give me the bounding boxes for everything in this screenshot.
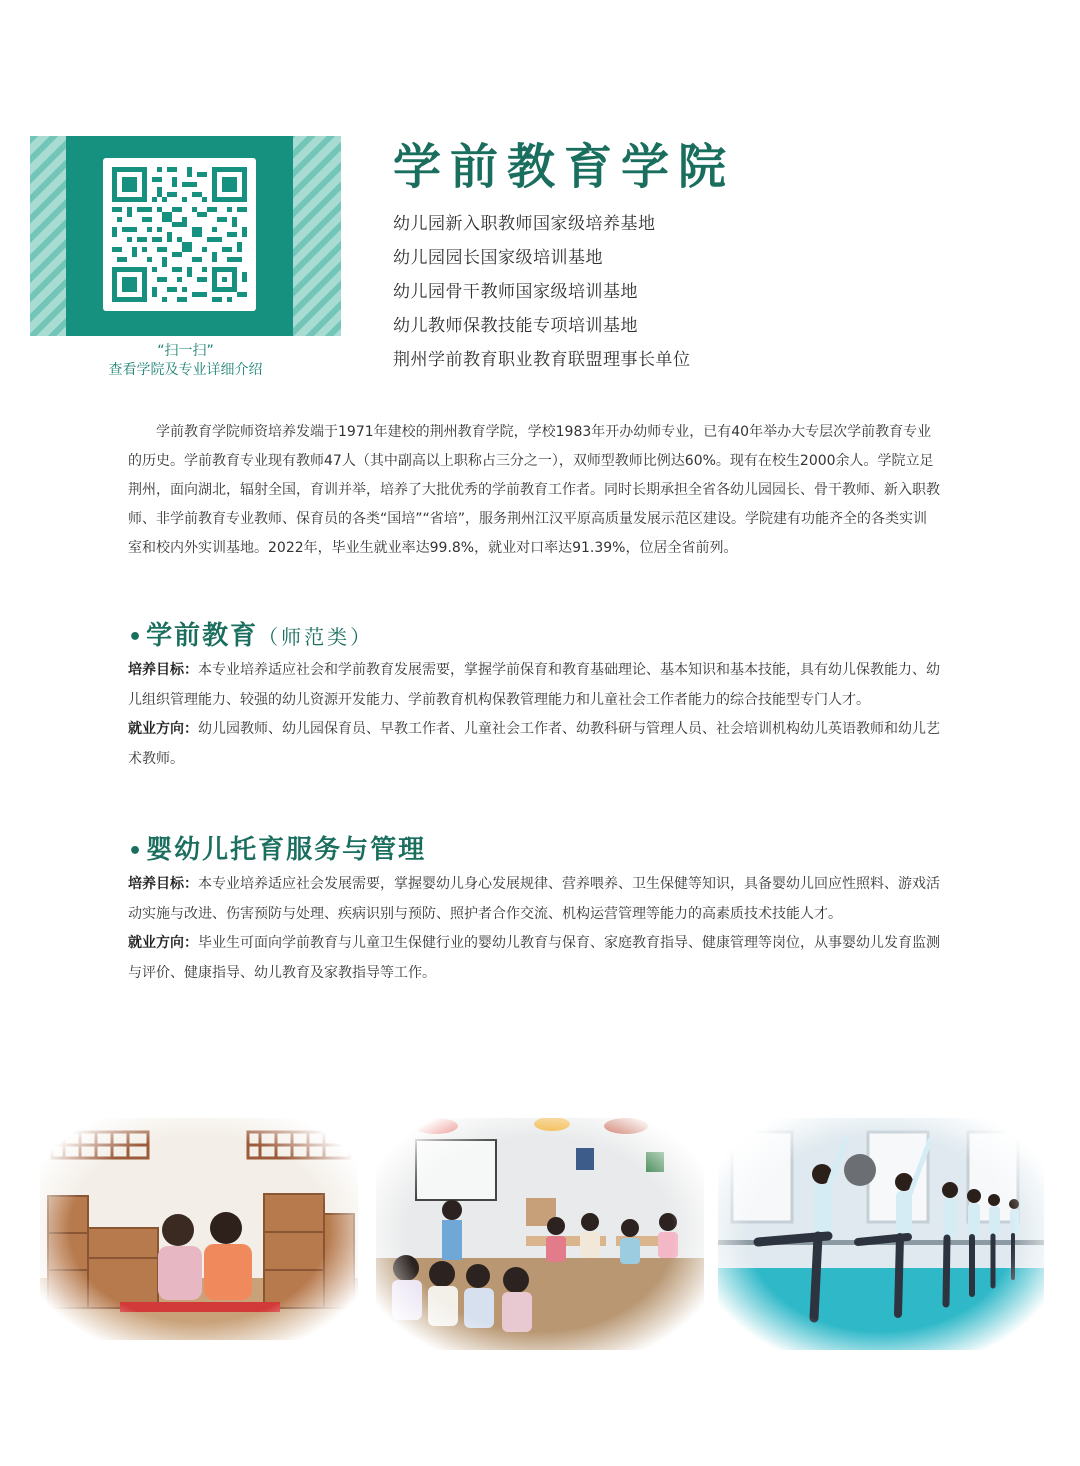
honor-item: 幼儿园园长国家级培训基地 [393,248,603,268]
qr-frame [66,136,293,336]
major-name: 婴幼儿托育服务与管理 [146,835,427,865]
training-goal-text: 本专业培养适应社会发展需要，掌握婴幼儿身心发展规律、营养喂养、卫生保健等知识，具备婴幼儿回应性照料、游戏活动实施与改进、伤害预防与处理、疾病识别与预防、照护者合作交流、机构运营管理等能力的高素质技术技能人才。 [128,876,940,922]
training-goal-text: 本专业培养适应社会和学前教育发展需要，掌握学前保育和教育基础理论、基本知识和基本技能，具有幼儿保教能力、幼儿组织管理能力、较强的幼儿资源开发能力、学前教育机构保教管理能力和儿童社会工作者能力的综合技能型专门人才。 [128,662,940,708]
photo-montessori-room [40,1118,358,1340]
major-heading [128,832,940,870]
major-heading [128,618,940,656]
photo-classroom [376,1118,704,1350]
qr-panel [30,136,341,336]
major-name: 学前教育 [146,621,259,651]
intro-paragraph: 学前教育学院师资培养发端于1971年建校的荆州教育学院，学校1983年开办幼师专业，已有40年举办大专层次学前教育专业的历史。学前教育专业现有教师47人（其中副高以上职称占三分之一），双师型教师比例达60%。现有在校生2000余人。学院立足荆州，面向湖北，辐射全国，育训并举，培养了大批优秀的学前教育工作者。同时长期承担全省各幼儿园园长、骨干教师、新入职教师、非学前教育专业教师、保育员的各类“国培”“省培”，服务荆州江汉平原高质量发展示范区建设。学院建有功能齐全的各类实训室和校内外实训基地。2022年，毕业生就业率达99.8%，就业对口率达91.39%，位居全省前列。 [128,424,940,556]
honors-list [393,207,691,377]
honor-item: 幼儿教师保教技能专项培训基地 [393,316,638,336]
major-infant-care [128,832,940,988]
career-direction-text: 毕业生可面向学前教育与儿童卫生保健行业的婴幼儿教育与保育、家庭教育指导、健康管理等岗位，从事婴幼儿发育监测与评价、健康指导、幼儿教育及家教指导等工作。 [128,935,940,981]
page-title: 学前教育学院 [393,139,736,195]
honor-item: 幼儿园骨干教师国家级培训基地 [393,282,638,302]
career-direction-label: 就业方向： [128,935,198,951]
major-preschool-education [128,618,940,774]
training-goal-label: 培养目标： [128,662,198,678]
career-direction [128,929,940,988]
bullet: • [128,839,145,864]
honor-item: 幼儿园新入职教师国家级培养基地 [393,214,656,234]
qr-caption-line1: “扫一扫” [157,343,214,359]
career-direction-label: 就业方向： [128,721,198,737]
training-goal [128,870,940,929]
qr-caption-line2: 查看学院及专业详细介绍 [108,362,263,378]
qr-code[interactable] [103,158,256,311]
career-direction-text: 幼儿园教师、幼儿园保育员、早教工作者、儿童社会工作者、幼教科研与管理人员、社会培训机构幼儿英语教师和幼儿艺术教师。 [128,721,940,767]
training-goal [128,656,940,715]
honor-item: 荆州学前教育职业教育联盟理事长单位 [393,350,691,370]
career-direction [128,715,940,774]
bullet: • [128,625,145,650]
qr-code-icon [112,167,247,302]
training-goal-label: 培养目标： [128,876,198,892]
photo-dance-practice [718,1118,1044,1350]
major-category: （师范类） [258,625,374,649]
qr-caption [30,342,341,380]
